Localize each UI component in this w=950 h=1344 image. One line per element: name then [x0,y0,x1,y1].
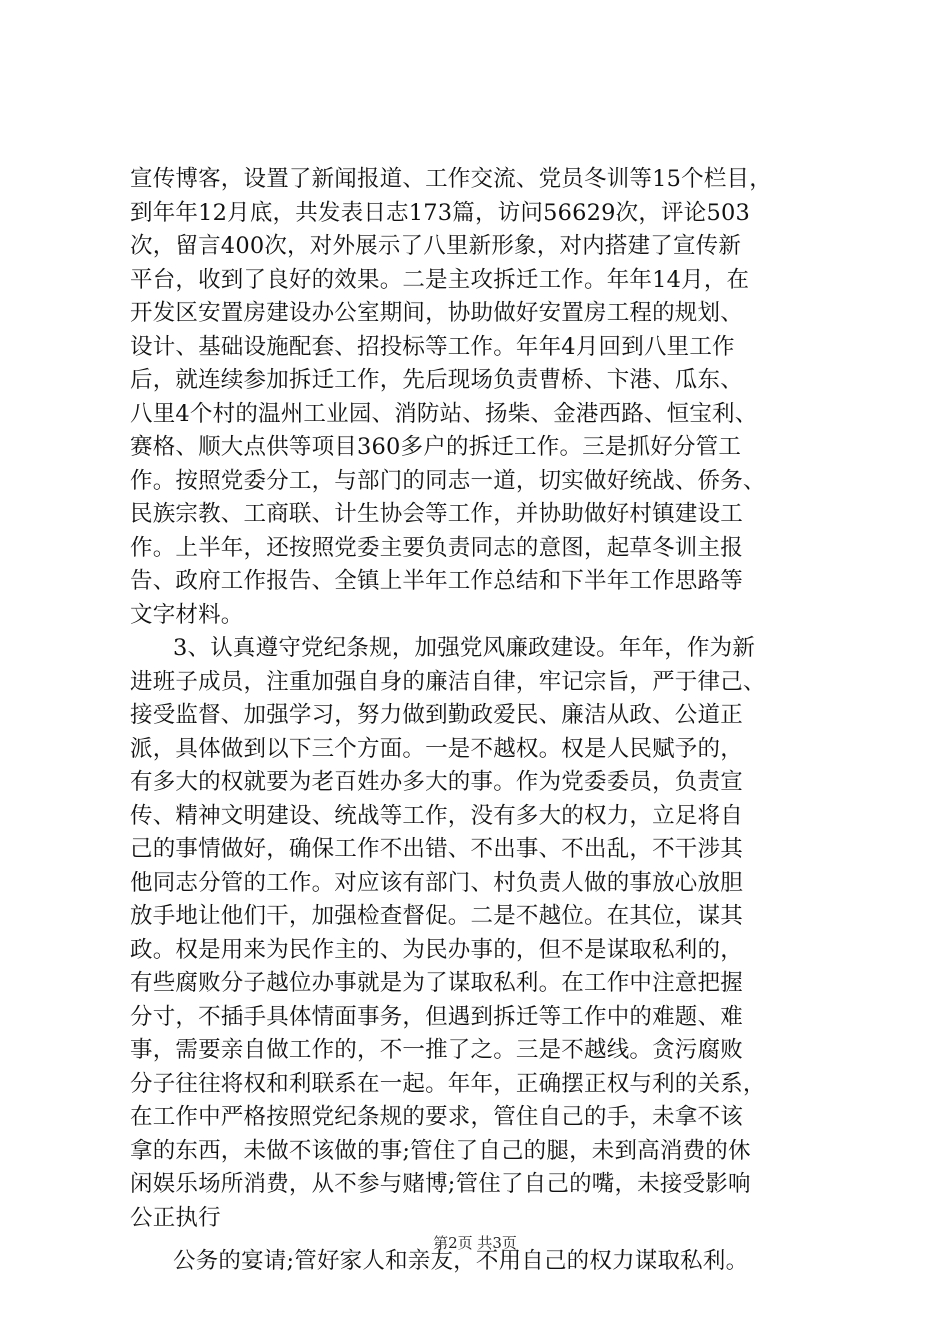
text-line: 到年年12月底，共发表日志173篇，访问56629次，评论503 [130,199,750,226]
text-line: 八里4个村的温州工业园、消防站、扬柴、金港西路、恒宝利、 [130,400,758,427]
text-line: 派，具体做到以下三个方面。一是不越权。权是人民赋予的， [130,735,743,762]
paragraph-start-line: 3、认真遵守党纪条规，加强党风廉政建设。年年，作为新 [173,635,756,661]
text-line: 告、政府工作报告、全镇上半年工作总结和下半年工作思路等 [130,568,743,594]
text-line: 作。按照党委分工，与部门的同志一道，切实做好统战、侨务、 [130,467,766,494]
page-number-footer: 第2页 共3页 [433,1234,517,1252]
text-line: 接受监督、加强学习，努力做到勤政爱民、廉洁从政、公道正 [130,702,743,728]
text-line: 平台，收到了良好的效果。二是主攻拆迁工作。年年14月，在 [130,266,750,293]
text-line: 己的事情做好，确保工作不出错、不出事、不出乱，不干涉其 [130,836,743,862]
text-line: 在工作中严格按照党纪条规的要求，管住自己的手，未拿不该 [130,1104,743,1130]
document-body [130,163,830,1279]
text-line: 拿的东西，未做不该做的事;管住了自己的腿，未到高消费的休 [130,1137,751,1164]
text-line: 分寸，不插手具体情面事务，但遇到拆迁等工作中的难题、难 [130,1003,743,1030]
text-line: 开发区安置房建设办公室期间，协助做好安置房工程的规划、 [130,300,743,326]
text-line: 进班子成员，注重加强自身的廉洁自律，牢记宗旨，严于律己、 [130,668,766,695]
text-line: 次，留言400次，对外展示了八里新形象，对内搭建了宣传新 [130,233,742,259]
text-line: 宣传博客，设置了新闻报道、工作交流、党员冬训等15个栏目， [130,166,772,192]
text-line: 有多大的权就要为老百姓办多大的事。作为党委委员，负责宣 [130,769,743,795]
text-line: 公正执行 [130,1204,221,1231]
text-line: 民族宗教、工商联、计生协会等工作，并协助做好村镇建设工 [130,501,743,527]
text-line: 放手地让他们干，加强检查督促。二是不越位。在其位，谋其 [130,903,743,929]
text-line: 传、精神文明建设、统战等工作，没有多大的权力，立足将自 [130,802,743,829]
text-line: 分子往往将权和利联系在一起。年年，正确摆正权与利的关系， [130,1070,766,1097]
text-line: 闲娱乐场所消费，从不参与赌博;管住了自己的嘴，未接受影响 [130,1171,751,1197]
text-line: 后，就连续参加拆迁工作，先后现场负责曹桥、卞港、瓜东、 [130,367,743,393]
text-line: 设计、基础设施配套、招投标等工作。年年4月回到八里工作 [130,333,735,360]
text-line: 文字材料。 [130,601,244,628]
paragraph-start-line: 公务的宴请;管好家人和亲友，不用自己的权力谋取私利。 [173,1248,749,1274]
text-line: 事，需要亲自做工作的，不一推了之。三是不越线。贪污腐败 [130,1037,743,1063]
text-line: 有些腐败分子越位办事就是为了谋取私利。在工作中注意把握 [130,970,743,996]
text-line: 赛格、顺大点供等项目360多户的拆迁工作。三是抓好分管工 [130,434,742,460]
text-line: 作。上半年，还按照党委主要负责同志的意图，起草冬训主报 [130,534,743,561]
text-line: 政。权是用来为民作主的、为民办事的，但不是谋取私利的， [130,936,743,963]
text-line: 他同志分管的工作。对应该有部门、村负责人做的事放心放胆 [130,869,743,896]
